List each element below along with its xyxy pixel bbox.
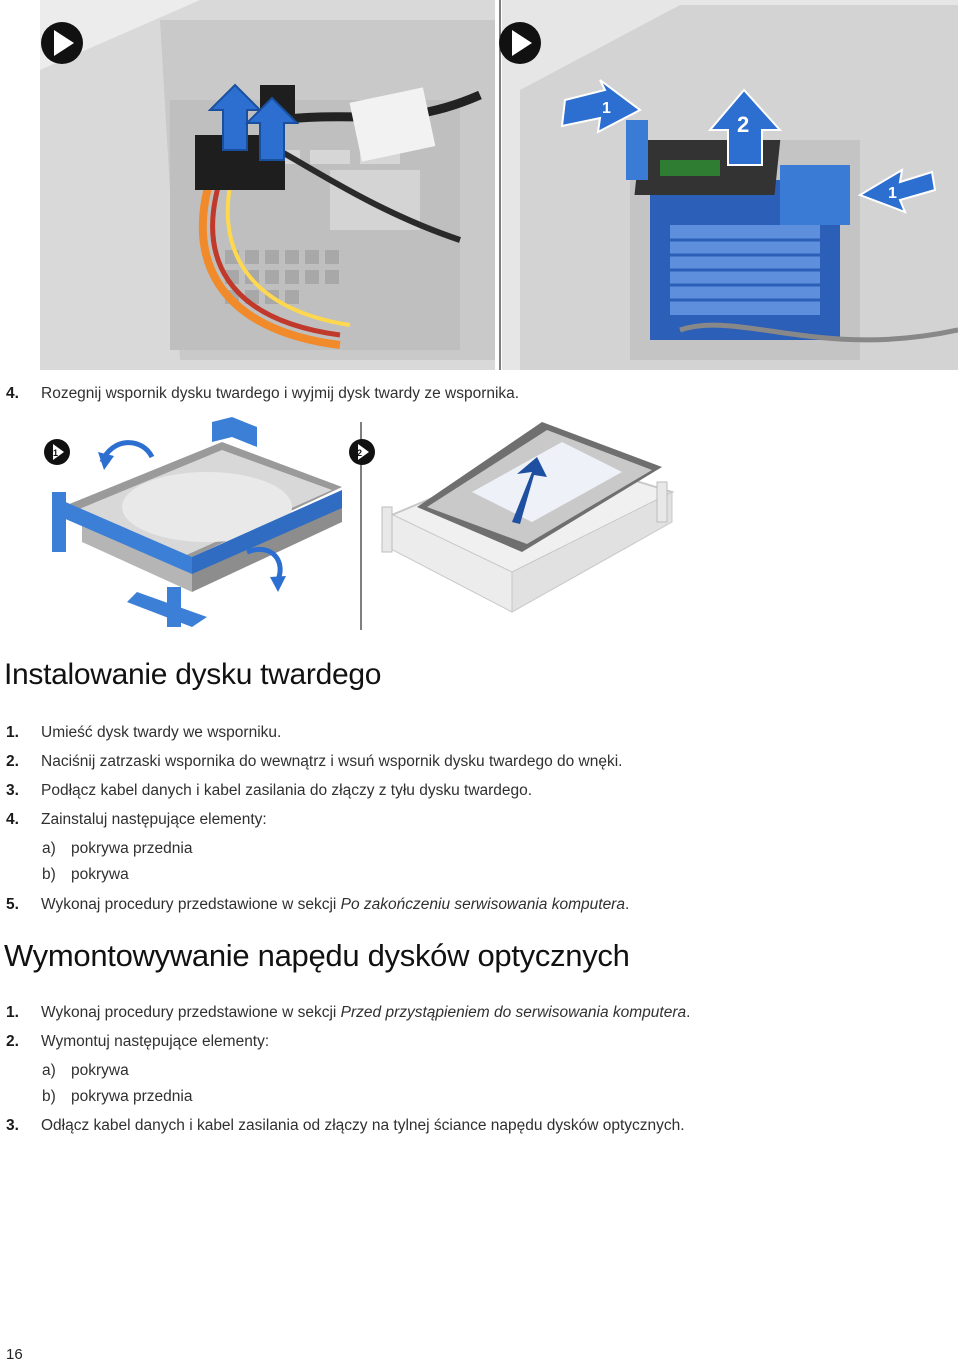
svg-text:2: 2 bbox=[737, 112, 750, 137]
top-figure bbox=[40, 0, 958, 370]
page-number: 16 bbox=[6, 1346, 23, 1363]
hdd-in-blue-bracket bbox=[52, 417, 342, 627]
hdd-lifted-from-bracket bbox=[382, 422, 672, 612]
step-text: Wykonaj procedury przedstawione w sekcji bbox=[41, 896, 341, 913]
optical-step-3 bbox=[6, 1116, 685, 1136]
step-number: 3. bbox=[6, 782, 19, 799]
left-panel-chassis bbox=[40, 0, 495, 370]
substep-letter: a) bbox=[42, 840, 56, 857]
step-number: 3. bbox=[6, 1117, 19, 1134]
play-badge-icon bbox=[499, 22, 541, 64]
substep-letter: b) bbox=[42, 1088, 56, 1105]
bracket-illustration bbox=[42, 412, 682, 632]
optical-step-2 bbox=[6, 1032, 269, 1052]
step-text: Odłącz kabel danych i kabel zasilania od złączy na tylnej ściance napędu dysków optycznych. bbox=[41, 1117, 685, 1134]
substep-text: pokrywa bbox=[71, 866, 129, 883]
svg-text:1: 1 bbox=[602, 100, 611, 117]
install-step-3 bbox=[6, 781, 532, 801]
substep-letter: b) bbox=[42, 866, 56, 883]
optical-step-1 bbox=[6, 1003, 690, 1023]
substep-text: pokrywa przednia bbox=[71, 840, 193, 857]
step-number: 1. bbox=[6, 724, 19, 741]
substep-text: pokrywa przednia bbox=[71, 1088, 193, 1105]
svg-text:2: 2 bbox=[357, 448, 363, 458]
step-text: Naciśnij zatrzaski wspornika do wewnątrz i wsuń wspornik dysku twardego do wnęki. bbox=[41, 753, 623, 770]
step-number: 2. bbox=[6, 753, 19, 770]
step-badge-1-icon bbox=[44, 439, 70, 465]
right-panel-chassis bbox=[502, 0, 958, 370]
step-text-suffix: . bbox=[686, 1004, 691, 1021]
install-heading: Instalowanie dysku twardego bbox=[4, 658, 382, 691]
substep-letter: a) bbox=[42, 1062, 56, 1079]
step-number: 5. bbox=[6, 896, 19, 913]
install-step-2 bbox=[6, 752, 623, 772]
install-substep-a bbox=[42, 839, 192, 859]
step-text: Wymontuj następujące elementy: bbox=[41, 1033, 270, 1050]
section-reference-link[interactable]: Przed przystąpieniem do serwisowania komputera bbox=[340, 1004, 687, 1021]
install-step-5 bbox=[6, 895, 629, 915]
step-text: Umieść dysk twardy we wsporniku. bbox=[41, 724, 282, 741]
step-text: Rozegnij wspornik dysku twardego i wyjmij dysk twardy ze wspornika. bbox=[41, 385, 520, 402]
step-text: Podłącz kabel danych i kabel zasilania do złączy z tyłu dysku twardego. bbox=[41, 782, 533, 799]
step-number: 4. bbox=[6, 811, 19, 828]
bracket-figure bbox=[42, 412, 682, 632]
section-reference-link[interactable]: Po zakończeniu serwisowania komputera bbox=[340, 896, 625, 913]
svg-text:1: 1 bbox=[53, 448, 59, 458]
step-text: Zainstaluj następujące elementy: bbox=[41, 811, 267, 828]
install-step-4 bbox=[6, 810, 267, 830]
optical-heading: Wymontowywanie napędu dysków optycznych bbox=[4, 938, 630, 973]
step-number: 4. bbox=[6, 385, 19, 402]
step-number: 2. bbox=[6, 1033, 19, 1050]
install-substep-b bbox=[42, 865, 129, 885]
optical-substep-b bbox=[42, 1087, 192, 1107]
removal-step-4 bbox=[6, 384, 519, 404]
step-number: 1. bbox=[6, 1004, 19, 1021]
install-step-1 bbox=[6, 723, 281, 743]
svg-text:1: 1 bbox=[888, 185, 897, 202]
optical-substep-a bbox=[42, 1061, 129, 1081]
play-badge-icon bbox=[41, 22, 83, 64]
substep-text: pokrywa bbox=[71, 1062, 129, 1079]
top-illustration bbox=[40, 0, 958, 370]
step-text-suffix: . bbox=[624, 896, 630, 913]
step-badge-2-icon bbox=[349, 439, 375, 465]
step-text: Wykonaj procedury przedstawione w sekcji bbox=[41, 1004, 341, 1021]
